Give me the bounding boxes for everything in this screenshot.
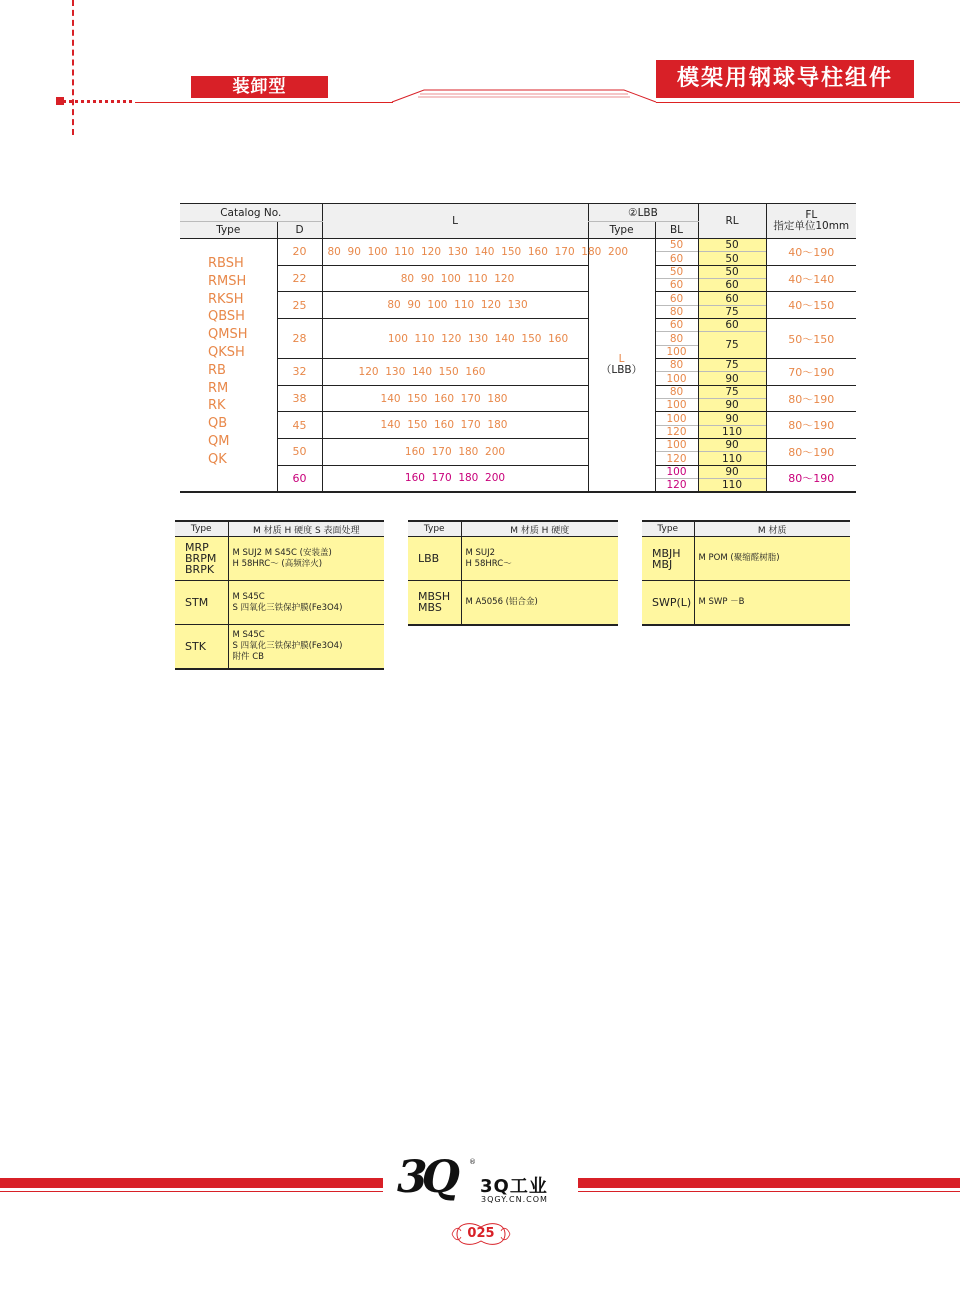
table-row — [180, 265, 856, 278]
type-name: QBSH — [208, 309, 245, 325]
d-header: D — [277, 222, 322, 239]
brand-url: 3QGY.CN.COM — [481, 1195, 548, 1204]
material-desc — [228, 625, 384, 669]
material-desc — [694, 537, 850, 581]
d-value: 45 — [277, 412, 322, 439]
bl-value: 60 — [655, 319, 698, 332]
rl-value: 90 — [698, 399, 766, 412]
material-row — [408, 537, 618, 581]
table-row — [180, 465, 856, 478]
lbb-type-l: L — [618, 353, 625, 366]
rl-value: 60 — [698, 319, 766, 332]
material-desc-header: M 材质 H 硬度 — [461, 521, 618, 537]
rl-value: 110 — [698, 452, 766, 465]
material-desc — [228, 581, 384, 625]
type-name: QK — [208, 451, 227, 467]
type-list — [180, 239, 277, 493]
type-name: QMSH — [208, 327, 248, 343]
material-type-name: SWP(L) — [652, 595, 692, 609]
rl-header: RL — [698, 204, 766, 239]
l-values: 160 170 180 200 — [322, 465, 588, 492]
type-name: RBSH — [208, 256, 244, 271]
footer-line-left — [0, 1191, 383, 1192]
type-name: RB — [208, 362, 226, 378]
table-row — [180, 239, 856, 252]
l-values: 140 150 160 170 180 — [322, 412, 588, 439]
rl-value: 60 — [698, 292, 766, 305]
material-type-name: MBJ — [652, 557, 673, 571]
fl-range: 80～190 — [766, 385, 856, 412]
bl-value: 100 — [655, 412, 698, 425]
material-desc — [461, 581, 618, 625]
type-name: QB — [208, 416, 228, 432]
bl-value: 100 — [655, 345, 698, 358]
lbb-type-sub: （LBB） — [600, 364, 643, 377]
material-type — [175, 581, 228, 625]
fl-range: 80～190 — [766, 412, 856, 439]
bl-value: 80 — [655, 359, 698, 372]
l-values: 160 170 180 200 — [322, 439, 588, 466]
fl-range: 40～140 — [766, 265, 856, 292]
material-row — [175, 625, 384, 669]
bl-value: 100 — [655, 465, 698, 478]
crop-mark-vertical — [72, 0, 74, 135]
l-values: 100 110 120 130 140 150 160 — [322, 319, 588, 359]
bl-value: 120 — [655, 479, 698, 493]
d-value: 20 — [277, 239, 322, 266]
material-table-1 — [175, 520, 384, 670]
table-row — [180, 412, 856, 425]
material-type-name: MBJH — [652, 546, 681, 560]
material-type — [175, 625, 228, 669]
bl-value: 50 — [655, 265, 698, 278]
rl-value: 75 — [698, 332, 766, 359]
material-type — [642, 537, 694, 581]
footer-bar-left — [0, 1178, 383, 1188]
header-line-right — [656, 102, 960, 103]
material-desc-line: S 四氧化三铁保护膜(Fe3O4) — [232, 640, 343, 651]
lbb-header: ②LBB — [588, 204, 698, 222]
material-type — [408, 537, 461, 581]
bl-header: BL — [655, 222, 698, 239]
material-type-header: Type — [408, 521, 461, 537]
bl-value: 50 — [655, 239, 698, 252]
footer-line-right — [578, 1191, 960, 1192]
rl-value: 75 — [698, 305, 766, 318]
rl-value: 110 — [698, 479, 766, 493]
material-desc-header: M 材质 H 硬度 S 表面处理 — [228, 521, 384, 537]
material-desc-line: M SWP －B — [698, 596, 745, 607]
bl-value: 100 — [655, 439, 698, 452]
material-desc-line: M S45C — [232, 591, 265, 602]
type-name: RMSH — [208, 273, 247, 289]
fl-range: 40～150 — [766, 292, 856, 319]
material-type — [408, 581, 461, 625]
material-type-name: MBSH — [418, 590, 451, 604]
page-number: 025 — [467, 1226, 495, 1241]
material-desc-line: M POM (聚缩醛树脂) — [698, 553, 780, 563]
material-type-name: BRPM — [185, 552, 217, 565]
fl-unit: 指定单位10mm — [773, 220, 850, 232]
table-row — [180, 385, 856, 398]
material-desc — [694, 581, 850, 625]
material-type-name: STM — [185, 596, 209, 609]
rl-value: 110 — [698, 425, 766, 438]
material-row — [642, 537, 850, 581]
material-type — [642, 581, 694, 625]
material-header-row — [642, 521, 850, 537]
type-name: QKSH — [208, 344, 245, 360]
header-center-shape — [390, 86, 660, 106]
bl-value: 80 — [655, 305, 698, 318]
footer-bar-right — [578, 1178, 960, 1188]
lbb-type-cell — [588, 239, 655, 493]
material-type — [175, 537, 228, 581]
section-tag: 装卸型 — [191, 76, 328, 98]
l-values: 80 90 100 110 120 — [322, 265, 588, 292]
lbb-type-header: Type — [588, 222, 655, 239]
material-header-row — [175, 521, 384, 537]
material-row — [408, 581, 618, 625]
material-type-name: MRP — [185, 541, 209, 554]
rl-value: 50 — [698, 239, 766, 252]
crop-mark-square — [56, 97, 64, 105]
bl-value: 120 — [655, 425, 698, 438]
rl-value: 75 — [698, 385, 766, 398]
catalog-no-header: Catalog No. — [180, 204, 322, 222]
l-values: 80 90 100 110 120 130 — [322, 292, 588, 319]
bl-value: 80 — [655, 332, 698, 345]
spec-table — [180, 203, 856, 493]
material-desc — [228, 537, 384, 581]
bl-value: 60 — [655, 279, 698, 292]
material-row — [642, 581, 850, 625]
fl-range: 70～190 — [766, 359, 856, 386]
rl-value: 50 — [698, 265, 766, 278]
fl-range: 80～190 — [766, 439, 856, 466]
fl-range: 40～190 — [766, 239, 856, 266]
type-header: Type — [180, 222, 277, 239]
material-desc-line: H 58HRC～ — [465, 558, 512, 569]
d-value: 28 — [277, 319, 322, 359]
rl-value: 60 — [698, 279, 766, 292]
bl-value: 100 — [655, 372, 698, 385]
l-header: L — [322, 204, 588, 239]
table-row — [180, 319, 856, 332]
material-desc-line: M A5056 (铝合金) — [465, 596, 538, 607]
brand-name: 3Q工业 — [480, 1176, 548, 1197]
type-name: RKSH — [208, 291, 244, 307]
rl-value: 90 — [698, 439, 766, 452]
bl-value: 120 — [655, 452, 698, 465]
rl-value: 90 — [698, 412, 766, 425]
registered-mark: ® — [469, 1158, 476, 1166]
material-type-name: BRPK — [185, 563, 215, 576]
table-row — [180, 359, 856, 372]
fl-label: FL — [805, 209, 818, 221]
d-value: 25 — [277, 292, 322, 319]
material-desc-line: H 58HRC～ (高频淬火) — [232, 558, 323, 569]
bl-value: 80 — [655, 385, 698, 398]
material-type-header: Type — [642, 521, 694, 537]
rl-value: 90 — [698, 372, 766, 385]
material-desc-line: M S45C — [232, 629, 265, 640]
header-line-left — [135, 102, 393, 103]
material-type-name: MBS — [418, 601, 442, 615]
d-value: 22 — [277, 265, 322, 292]
material-type-name: LBB — [418, 552, 440, 565]
type-name: QM — [208, 433, 230, 449]
d-value: 38 — [277, 385, 322, 412]
table-row — [180, 439, 856, 452]
fl-range: 80～190 — [766, 465, 856, 492]
material-table-2 — [408, 520, 618, 626]
type-name: RK — [208, 398, 226, 414]
material-row — [175, 537, 384, 581]
type-name: RM — [208, 380, 229, 396]
l-values: 140 150 160 170 180 — [322, 385, 588, 412]
l-values: 80 90 100 110 120 130 140 150 160 170 180 200 — [322, 239, 588, 266]
material-type-header: Type — [175, 521, 228, 537]
crop-mark-horizontal — [56, 100, 132, 103]
material-desc-line: M SUJ2 — [465, 547, 496, 558]
bl-value: 100 — [655, 399, 698, 412]
logo-mark: 3Q — [397, 1152, 454, 1203]
material-desc-line: S 四氧化三铁保护膜(Fe3O4) — [232, 602, 343, 613]
page-title: 模架用钢球导柱组件 — [656, 60, 914, 98]
material-type-name: STK — [185, 639, 206, 653]
rl-value: 75 — [698, 359, 766, 372]
d-value: 60 — [277, 465, 322, 492]
rl-value: 50 — [698, 252, 766, 265]
fl-header — [766, 204, 856, 239]
material-desc-line: 附件 CB — [232, 651, 264, 662]
material-desc-line: M SUJ2 M S45C (安装盖) — [232, 547, 332, 558]
material-header-row — [408, 521, 618, 537]
bl-value: 60 — [655, 292, 698, 305]
rl-value: 90 — [698, 465, 766, 478]
table-row — [180, 292, 856, 305]
d-value: 50 — [277, 439, 322, 466]
material-row — [175, 581, 384, 625]
material-desc — [461, 537, 618, 581]
d-value: 32 — [277, 359, 322, 386]
fl-range: 50～150 — [766, 319, 856, 359]
material-table-3 — [642, 520, 850, 626]
l-values: 120 130 140 150 160 — [322, 359, 588, 386]
bl-value: 60 — [655, 252, 698, 265]
material-desc-header: M 材质 — [694, 521, 850, 537]
